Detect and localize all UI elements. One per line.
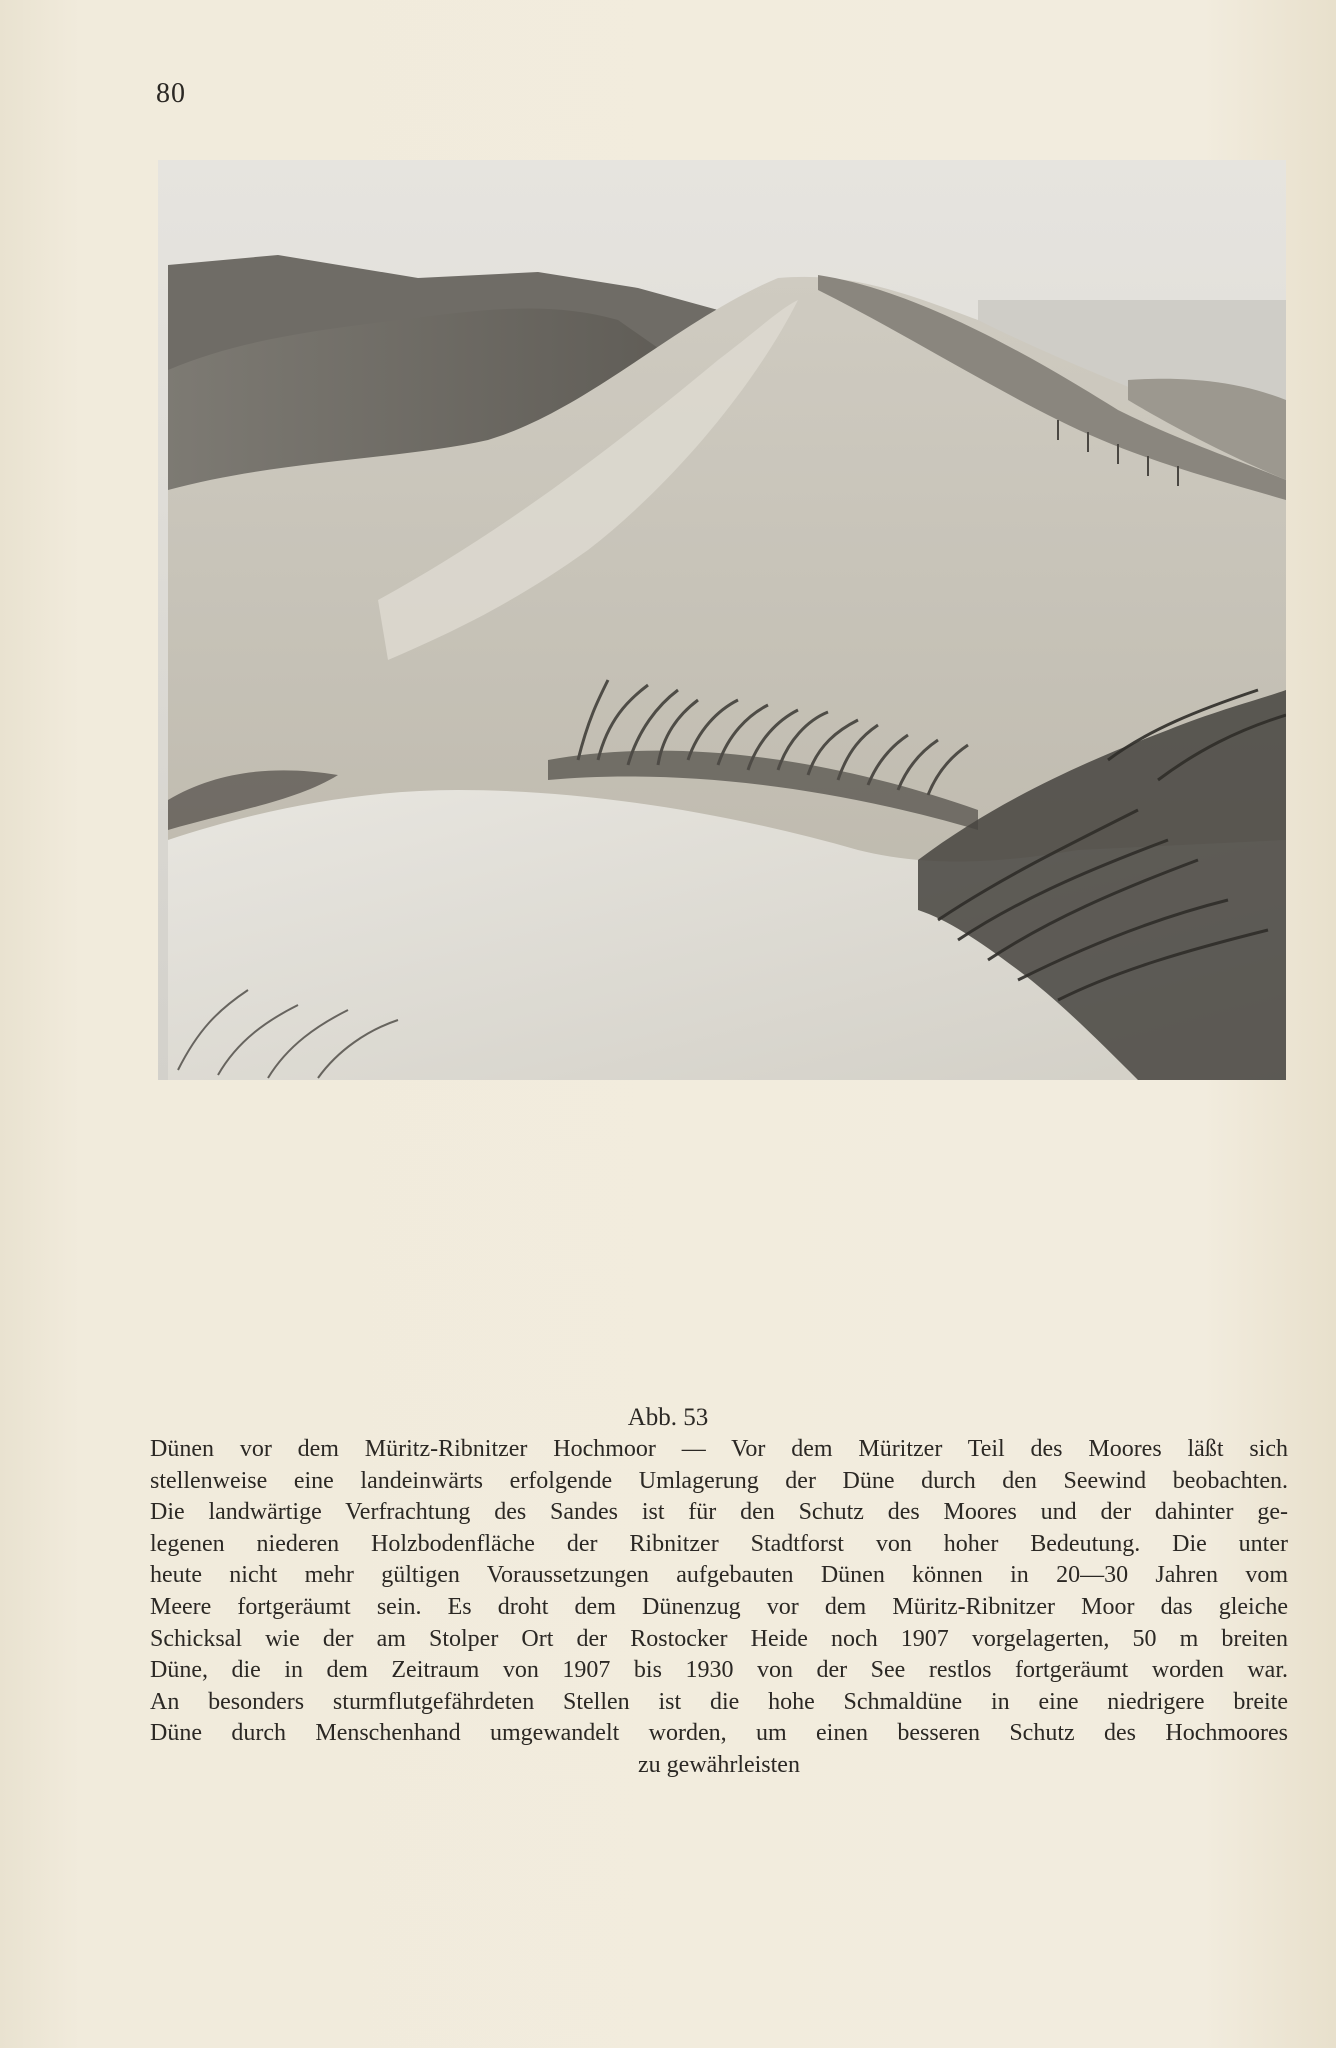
- dune-photograph: [158, 160, 1286, 1080]
- caption-line: An besonders sturmflutgefährdeten Stellen ist die hohe Schmaldüne in eine niedrigere breite: [150, 1688, 1288, 1715]
- page-number: 80: [156, 78, 186, 109]
- caption-line: Schicksal wie der am Stolper Ort der Rostocker Heide noch 1907 vorgelagerten, 50 m breiten: [150, 1625, 1288, 1652]
- caption-line: Die landwärtige Verfrachtung des Sandes ist für den Schutz des Moores und der dahinter ge-: [150, 1499, 1288, 1526]
- caption-line: stellenweise eine landeinwärts erfolgende Umlagerung der Düne durch den Seewind beobachten.: [150, 1467, 1288, 1494]
- figure-caption: [150, 1434, 1288, 1782]
- caption-line: Düne durch Menschenhand umgewandelt worden, um einen besseren Schutz des Hochmoores: [150, 1720, 1288, 1747]
- caption-line: heute nicht mehr gültigen Voraussetzungen aufgebauten Dünen können in 20—30 Jahren vom: [150, 1562, 1288, 1589]
- figure-label: Abb. 53: [627, 1404, 709, 1431]
- caption-line: Düne, die in dem Zeitraum von 1907 bis 1930 von der See restlos fortgeräumt worden war.: [150, 1657, 1288, 1684]
- caption-line: Dünen vor dem Müritz-Ribnitzer Hochmoor — Vor dem Müritzer Teil des Moores läßt sich: [150, 1436, 1288, 1462]
- caption-line: legenen niederen Holzbodenfläche der Ribnitzer Stadtforst von hoher Bedeutung. Die unter: [150, 1530, 1288, 1557]
- caption-line: zu gewährleisten: [638, 1751, 800, 1778]
- caption-line: Meere fortgeräumt sein. Es droht dem Dünenzug vor dem Müritz-Ribnitzer Moor das gleiche: [150, 1593, 1288, 1620]
